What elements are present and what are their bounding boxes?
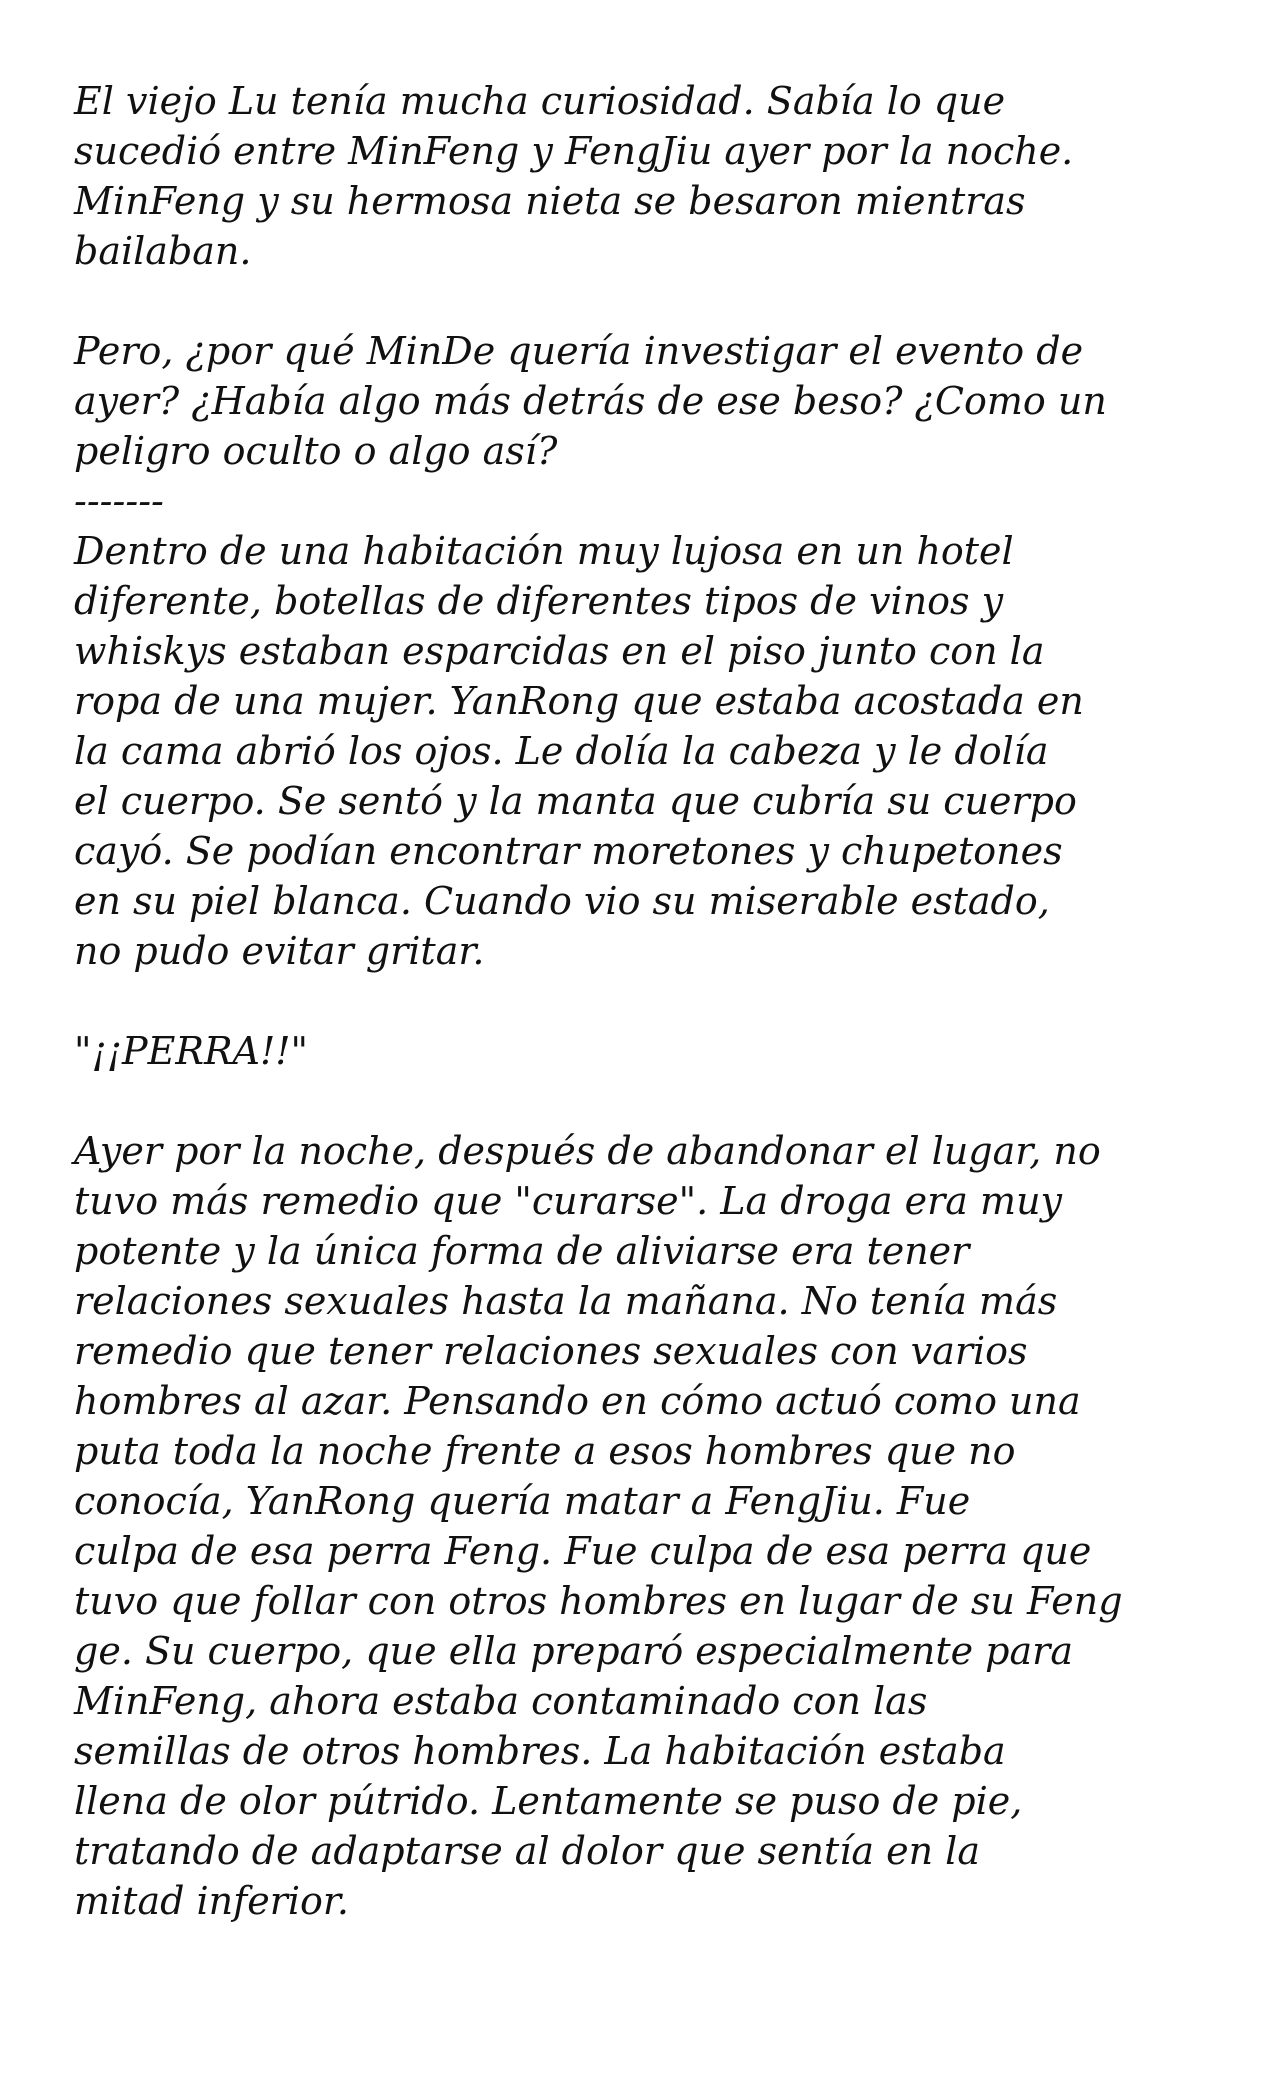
text-line: mitad inferior. bbox=[74, 1879, 349, 1923]
text-line: Ayer por la noche, después de abandonar el lugar, no bbox=[74, 1129, 1101, 1173]
text-line: MinFeng y su hermosa nieta se besaron mientras bbox=[74, 179, 1026, 223]
text-line: el cuerpo. Se sentó y la manta que cubría su cuerpo bbox=[74, 779, 1077, 823]
text-line: remedio que tener relaciones sexuales con varios bbox=[74, 1329, 1028, 1373]
scene-separator: ------- bbox=[74, 479, 164, 523]
text-line: tuvo más remedio que "curarse". La droga era muy bbox=[74, 1179, 1063, 1223]
text-line: El viejo Lu tenía mucha curiosidad. Sabía lo que bbox=[74, 79, 1006, 123]
paragraph-gap bbox=[74, 1076, 1224, 1126]
text-line: la cama abrió los ojos. Le dolía la cabeza y le dolía bbox=[74, 729, 1049, 773]
text-line: en su piel blanca. Cuando vio su miserable estado, bbox=[74, 879, 1050, 923]
text-line: no pudo evitar gritar. bbox=[74, 929, 485, 973]
text-line: ayer? ¿Había algo más detrás de ese beso? ¿Como un bbox=[74, 379, 1107, 423]
text-line: tuvo que follar con otros hombres en lugar de su Feng bbox=[74, 1579, 1123, 1623]
paragraph-gap bbox=[74, 976, 1224, 1026]
text-line: sucedió entre MinFeng y FengJiu ayer por la noche. bbox=[74, 129, 1074, 173]
text-line: Dentro de una habitación muy lujosa en un hotel bbox=[74, 529, 1014, 573]
paragraph-gap bbox=[74, 276, 1224, 326]
text-line: hombres al azar. Pensando en cómo actuó como una bbox=[74, 1379, 1081, 1423]
story-text bbox=[74, 76, 1224, 1926]
text-line: MinFeng, ahora estaba contaminado con las bbox=[74, 1679, 928, 1723]
text-line: potente y la única forma de aliviarse era tener bbox=[74, 1229, 970, 1273]
text-line: relaciones sexuales hasta la mañana. No tenía más bbox=[74, 1279, 1058, 1323]
text-line: peligro oculto o algo así? bbox=[74, 429, 558, 473]
text-line: bailaban. bbox=[74, 229, 252, 273]
text-line: ge. Su cuerpo, que ella preparó especialmente para bbox=[74, 1629, 1073, 1673]
text-line: puta toda la noche frente a esos hombres que no bbox=[74, 1429, 1016, 1473]
text-line: whiskys estaban esparcidas en el piso junto con la bbox=[74, 629, 1045, 673]
text-line: llena de olor pútrido. Lentamente se puso de pie, bbox=[74, 1779, 1023, 1823]
text-line: conocía, YanRong quería matar a FengJiu. Fue bbox=[74, 1479, 971, 1523]
text-line: ropa de una mujer. YanRong que estaba acostada en bbox=[74, 679, 1084, 723]
dialogue-line: "¡¡PERRA!!" bbox=[74, 1029, 309, 1073]
text-line: tratando de adaptarse al dolor que sentía en la bbox=[74, 1829, 980, 1873]
text-line: Pero, ¿por qué MinDe quería investigar el evento de bbox=[74, 329, 1084, 373]
text-line: culpa de esa perra Feng. Fue culpa de esa perra que bbox=[74, 1529, 1092, 1573]
text-line: semillas de otros hombres. La habitación estaba bbox=[74, 1729, 1006, 1773]
text-line: diferente, botellas de diferentes tipos de vinos y bbox=[74, 579, 1004, 623]
text-line: cayó. Se podían encontrar moretones y chupetones bbox=[74, 829, 1063, 873]
